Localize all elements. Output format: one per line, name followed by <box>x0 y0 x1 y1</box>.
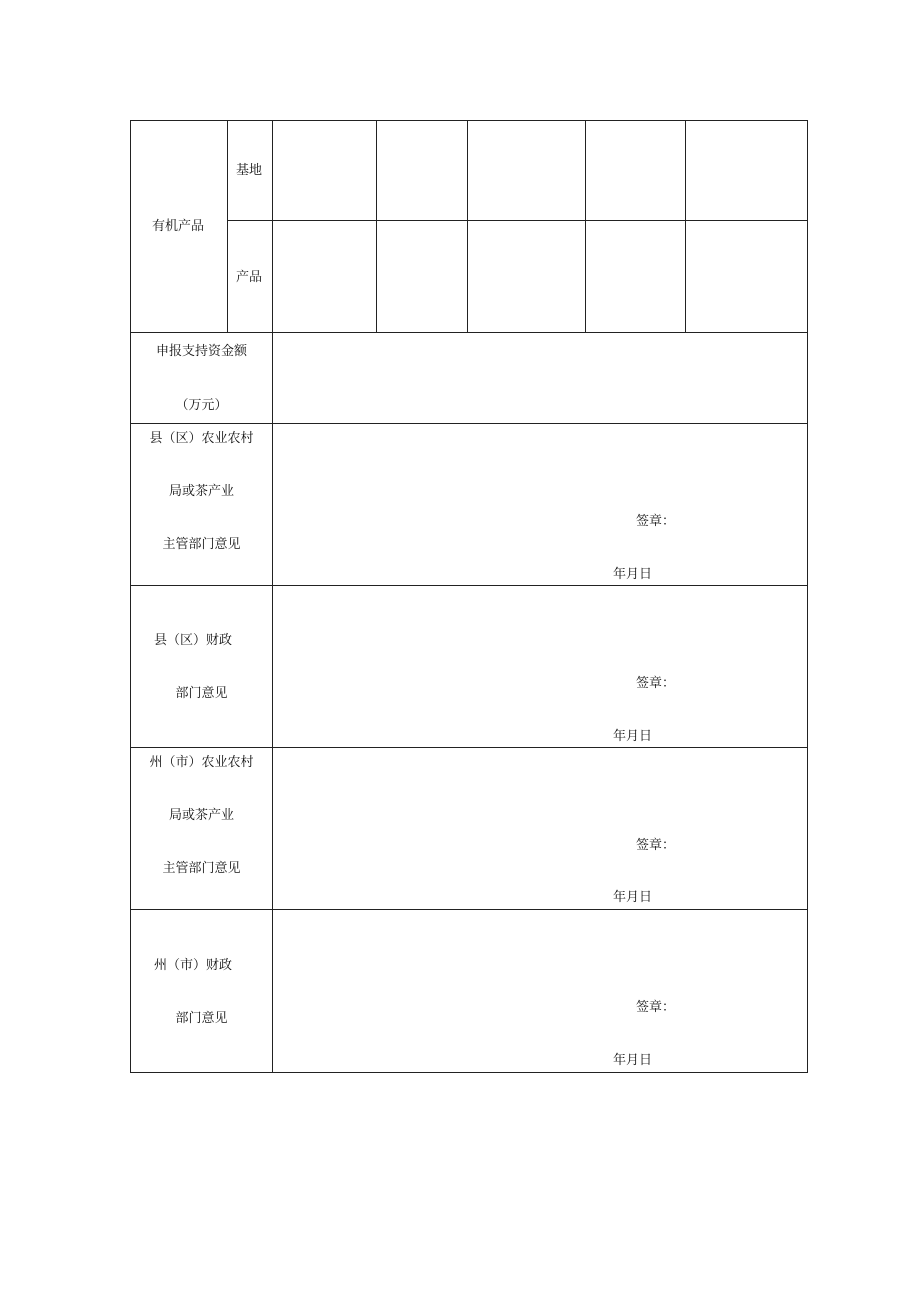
column-border <box>685 120 686 333</box>
row-label-product: 产品 <box>236 270 263 285</box>
opinion-4-line-1: 州（市）财政 <box>154 958 233 973</box>
row-border <box>130 120 808 121</box>
opinion-3-line-3: 主管部门意见 <box>162 861 241 876</box>
opinion-4-field[interactable] <box>273 910 807 1072</box>
opinion-2-stamp: 签章： <box>636 676 676 691</box>
opinion-1-line-1: 县（区）农业农村 <box>149 431 254 446</box>
column-border <box>807 120 808 1073</box>
opinion-1-date: 年月日 <box>613 567 653 582</box>
opinion-4-line-2: 部门意见 <box>175 1011 228 1026</box>
row-label-base: 基地 <box>236 163 263 178</box>
opinion-4-stamp: 签章： <box>636 1000 676 1015</box>
row-border <box>130 1072 808 1073</box>
opinion-1-line-2: 局或茶产业 <box>168 484 234 499</box>
opinion-1-field[interactable] <box>273 424 807 585</box>
opinion-2-line-2: 部门意见 <box>175 686 228 701</box>
opinion-1-line-3: 主管部门意见 <box>162 537 241 552</box>
column-border <box>227 120 228 333</box>
opinion-3-field[interactable] <box>273 748 807 909</box>
column-border <box>585 120 586 333</box>
column-border <box>376 120 377 333</box>
organic-label: 有机产品 <box>152 219 205 234</box>
row-border <box>227 220 808 221</box>
opinion-4-date: 年月日 <box>613 1053 653 1068</box>
opinion-2-line-1: 县（区）财政 <box>154 633 233 648</box>
opinion-2-field[interactable] <box>273 586 807 747</box>
opinion-3-stamp: 签章： <box>636 838 676 853</box>
funding-unit: （万元） <box>175 398 228 413</box>
column-border <box>130 120 131 1073</box>
opinion-3-line-2: 局或茶产业 <box>168 808 234 823</box>
opinion-3-line-1: 州（市）农业农村 <box>149 755 254 770</box>
funding-amount-field[interactable] <box>273 333 807 423</box>
funding-label: 申报支持资金额 <box>155 344 247 359</box>
column-border <box>467 120 468 333</box>
opinion-2-date: 年月日 <box>613 729 653 744</box>
opinion-3-date: 年月日 <box>613 890 653 905</box>
opinion-1-stamp: 签章： <box>636 514 676 529</box>
